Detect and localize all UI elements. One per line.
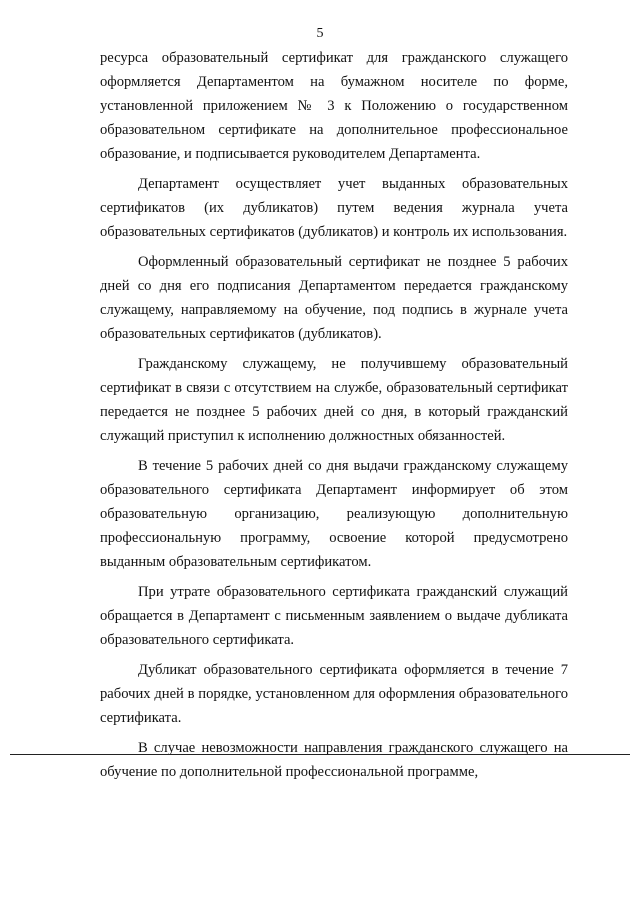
paragraph: В течение 5 рабочих дней со дня выдачи гражданскому служащему образовательного сертификата Департамент информирует об этом образовательную организацию, реализующую дополнительную профессиональную программу, освоение которой предусмотрено выданным образовательным сертификатом.	[100, 458, 568, 570]
paragraph: Департамент осуществляет учет выданных образовательных сертификатов (их дубликатов) путем ведения журнала учета образовательных сертификатов (дубликатов) и контроль их использования.	[100, 176, 568, 240]
page-number: 5	[316, 26, 324, 41]
paragraph: Гражданскому служащему, не получившему образовательный сертификат в связи с отсутствием на службе, образовательный сертификат передается не позднее 5 рабочих дней со дня, в который гражданский служащий приступил к исполнению должностных обязанностей.	[100, 356, 568, 444]
paragraph: Дубликат образовательного сертификата оформляется в течение 7 рабочих дней в порядке, установленном для оформления образовательного сертификата.	[100, 662, 568, 726]
paragraph: Оформленный образовательный сертификат не позднее 5 рабочих дней со дня его подписания Департаментом передается гражданскому служащему, направляемому на обучение, под подпись в журнале учета образовательных сертификатов (дубликатов).	[100, 254, 568, 342]
document-body	[100, 46, 568, 790]
paragraph: В случае невозможности направления гражданского служащего на обучение по дополнительной профессиональной программе,	[100, 740, 568, 780]
paragraph: При утрате образовательного сертификата гражданский служащий обращается в Департамент с письменным заявлением о выдаче дубликата образовательного сертификата.	[100, 584, 568, 648]
paragraph: ресурса образовательный сертификат для гражданского служащего оформляется Департаментом на бумажном носителе по форме, установленной приложением № 3 к Положению о государственном образовательном сертификате на дополнительное профессиональное образование, и подписывается руководителем Департамента.	[100, 50, 568, 162]
page-divider	[10, 754, 630, 755]
